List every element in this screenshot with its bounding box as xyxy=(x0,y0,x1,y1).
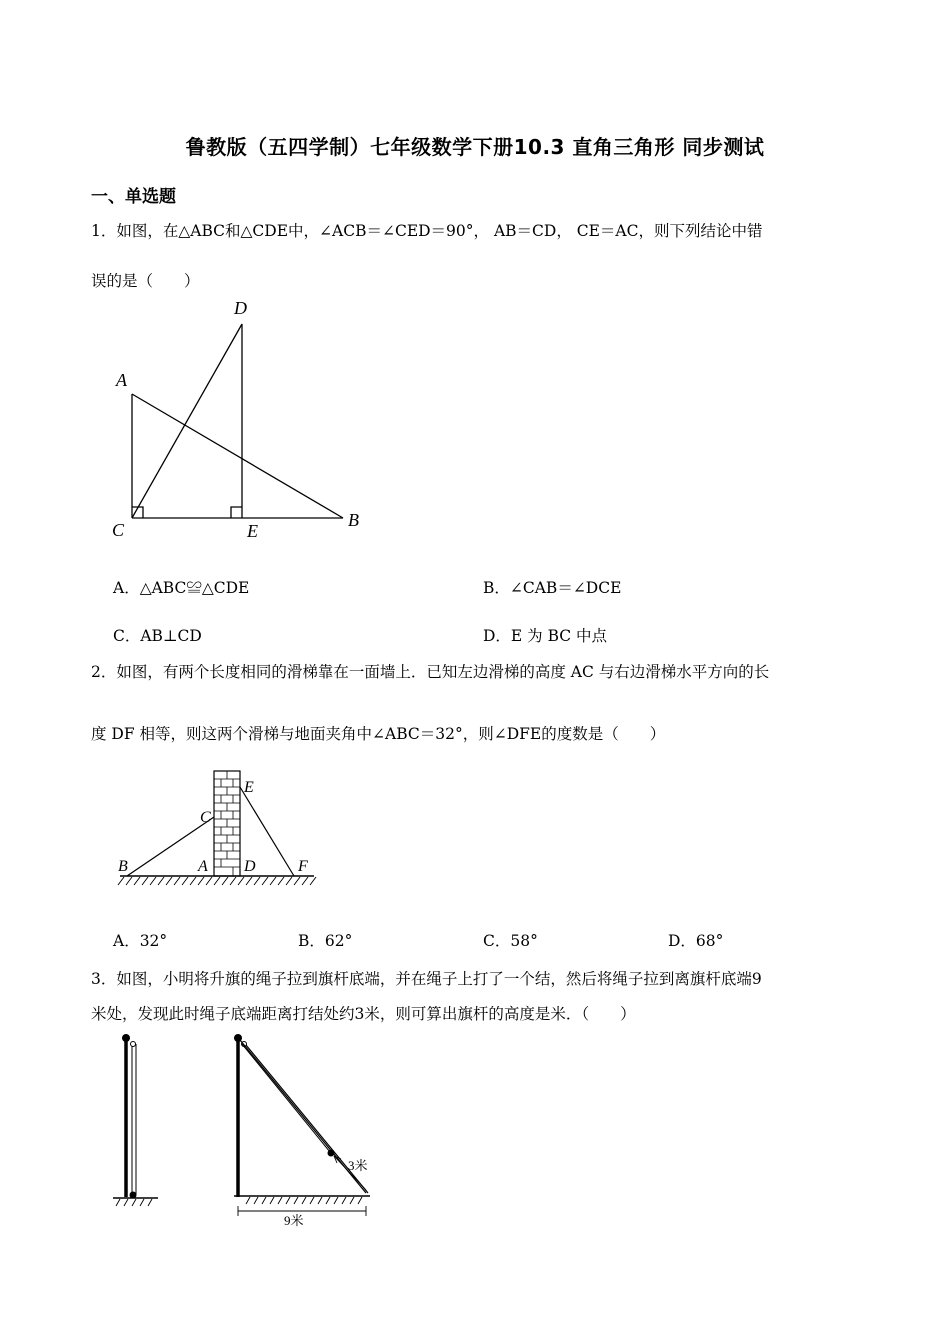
question-1-figure xyxy=(108,298,388,548)
question-3-text-line2: 米处，发现此时绳子底端距离打结处约3米，则可算出旗杆的高度是米．（ ） xyxy=(91,1005,636,1023)
question-2-text-line1: 2．如图，有两个长度相同的滑梯靠在一面墙上．已知左边滑梯的高度 AC 与右边滑梯水平方向的长 xyxy=(91,663,770,681)
question-2-text-line2: 度 DF 相等，则这两个滑梯与地面夹角中∠ABC＝32°，则∠DFE的度数是（ ） xyxy=(91,725,666,743)
question-1-text-line2: 误的是（ ） xyxy=(91,272,200,290)
segment-ab xyxy=(132,394,343,518)
label-a: A xyxy=(198,858,208,875)
question-1-text-line1: 1．如图，在△ABC和△CDE中，∠ACB＝∠CED＝90°， AB＝CD， CE＝AC，则下列结论中错 xyxy=(91,222,763,240)
q1-option-a[interactable]: A．△ABC≌△CDE xyxy=(113,579,250,597)
label-c: C xyxy=(112,520,125,540)
label-a: A xyxy=(116,370,127,390)
q2-option-b[interactable]: B．62° xyxy=(298,932,353,950)
page-title: 鲁教版（五四学制）七年级数学下册10.3 直角三角形 同步测试 xyxy=(185,135,765,159)
label-d: D xyxy=(234,298,247,318)
label-b: B xyxy=(348,510,359,530)
q1-option-d[interactable]: D．E 为 BC 中点 xyxy=(483,627,608,645)
label-9m: 9米 xyxy=(284,1213,304,1228)
q2-option-d[interactable]: D．68° xyxy=(668,932,724,950)
label-d: D xyxy=(244,858,256,875)
label-f: F xyxy=(298,858,308,875)
segment-cd xyxy=(132,324,242,518)
label-e: E xyxy=(244,779,254,796)
q2-option-c[interactable]: C．58° xyxy=(483,932,538,950)
q1-option-c[interactable]: C．AB⊥CD xyxy=(113,627,202,645)
question-3-figure xyxy=(108,1030,408,1230)
question-2-figure xyxy=(114,765,324,895)
label-e: E xyxy=(247,521,258,541)
right-angle-e xyxy=(231,507,242,518)
section-heading: 一、单选题 xyxy=(91,187,176,207)
q1-option-b[interactable]: B．∠CAB＝∠DCE xyxy=(483,579,622,597)
q2-option-a[interactable]: A．32° xyxy=(113,932,168,950)
label-b: B xyxy=(118,858,128,875)
question-3-text-line1: 3．如图，小明将升旗的绳子拉到旗杆底端，并在绳子上打了一个结，然后将绳子拉到离旗杆底端9 xyxy=(91,970,762,988)
label-3m: 3米 xyxy=(348,1158,368,1173)
label-c: C xyxy=(200,809,211,826)
